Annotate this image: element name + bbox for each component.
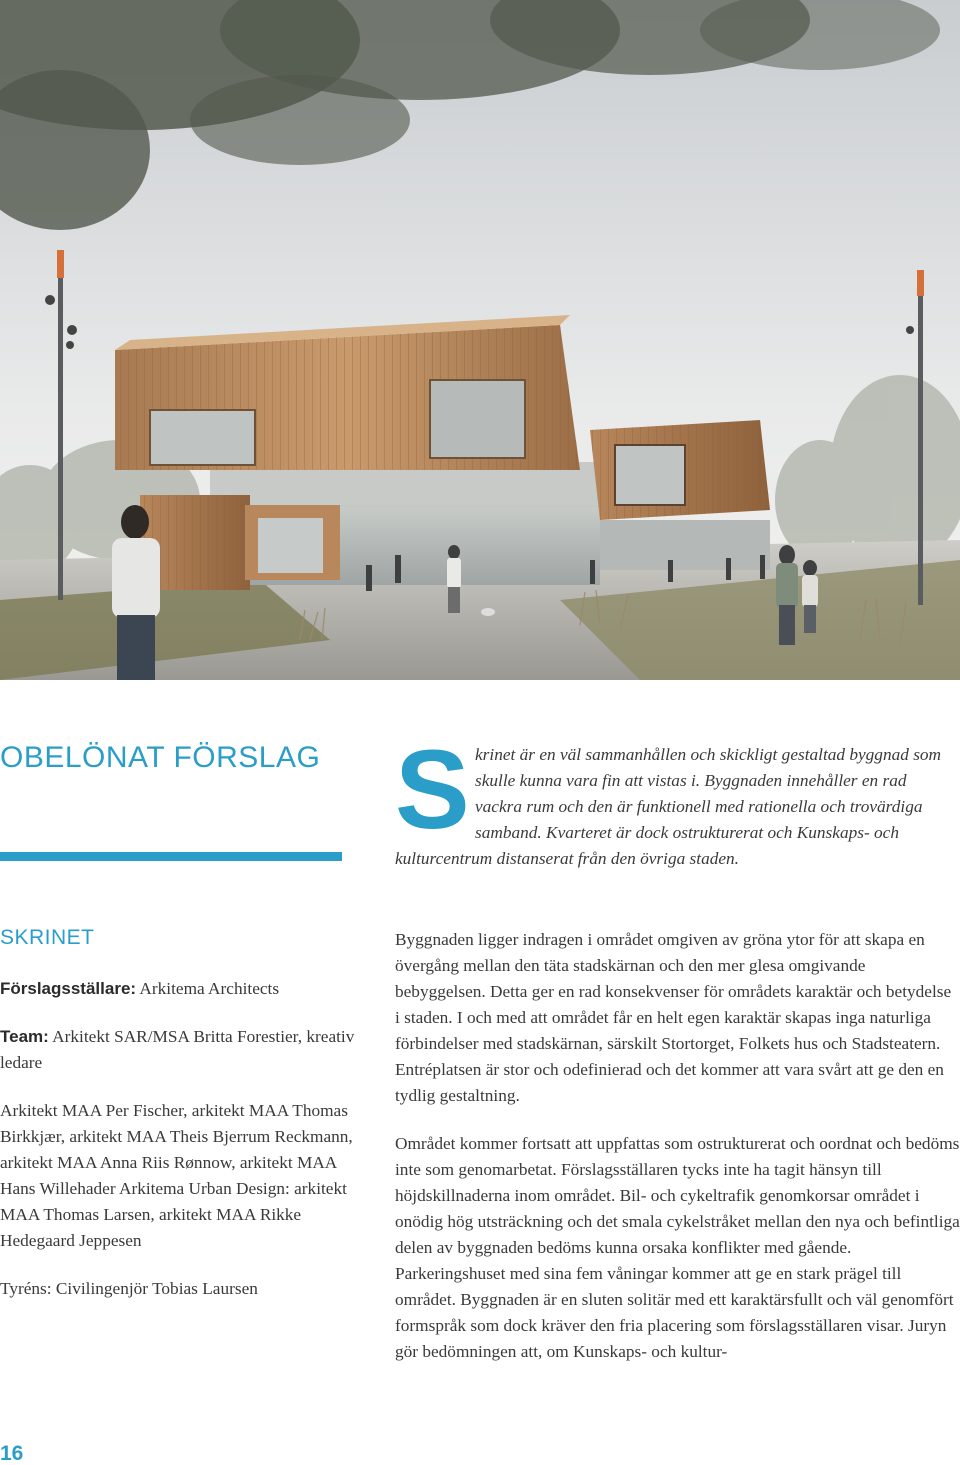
heading-rule: [0, 852, 342, 861]
glass-right-base: [600, 520, 770, 570]
drop-cap: S: [395, 727, 470, 852]
section-heading: OBELÖNAT FÖRSLAG: [0, 741, 321, 774]
hero-rendering: [0, 0, 960, 680]
team-members: Arkitekt MAA Per Fischer, arkitekt MAA Thomas Birkkjær, arkitekt MAA Theis Bjerrum Reckmann, arkitekt MAA Anna Riis Rønnow, arkitekt MAA Hans Willehader Arkitema Urban Design: arkitekt MAA Thomas Larsen, arkitekt MAA Rikke Hedegaard Jeppesen: [0, 1101, 353, 1250]
body-text: [395, 927, 960, 1365]
window-main-1: [150, 410, 255, 465]
proposer-value: Arkitema Architects: [136, 979, 280, 998]
body-paragraph-2: Området kommer fortsatt att uppfattas som ostrukturerat och oordnat och bedöms inte som genomarbetat. Förslagsställaren tycks inte ha tagit hänsyn till höjdskillnaderna inom området. Bil- och cykeltrafik genomkorsar området i onödig hög utsträckning och det smala cykelstråket mellan den nya och befintliga delen av byggnaden bedöms kunna orsaka konflikter med gående. Parkeringshuset med sina fem våningar kommer att ge en stark prägel till området. Byggnaden är en sluten solitär med ett karaktärsfullt och väl genomfört formspråk som dock kräver den fria placering som förslagsställaren visar. Juryn gör bedömningen att, om Kunskaps- och kultur-: [395, 1134, 960, 1361]
engineer-line: Tyréns: Civilingenjör Tobias Laursen: [0, 1279, 258, 1298]
proposer-label: Förslagsställare:: [0, 979, 137, 998]
lead-paragraph: [395, 727, 957, 872]
team-label: Team:: [0, 1027, 49, 1046]
team-value: Arkitekt SAR/MSA Britta Forestier, kreativ ledare: [0, 1027, 355, 1072]
proposer-line: [0, 976, 370, 1002]
lead-text: krinet är en väl sammanhållen och skickligt gestaltad byggnad som skulle kunna vara fin att vistas i. Byggnaden innehåller en rad vackra rum och den är funktionell med rationella och trovärdiga samband. Kvarteret är dock ostrukturerat och Kunskaps- och kulturcentrum distanserat från den övriga staden.: [395, 745, 942, 868]
body-paragraph-1: Byggnaden ligger indragen i området omgiven av gröna ytor för att skapa en övergång mellan den täta stadskärnan och den mer glesa omgivande bebyggelsen. Detta ger en rad konsekvenser för områdets karaktär och betydelse i staden. I och med att området får en helt egen karaktär skapas inga naturliga förbindelser med stadskärnan, särskilt Stortorget, Folkets hus och Stadsteatern. Entréplatsen är stor och odefinierad och det kommer att vara svårt att ge den en tydlig gestaltning.: [395, 930, 952, 1105]
window-right: [615, 445, 685, 505]
credits: [0, 976, 370, 1302]
team-line: [0, 1024, 370, 1076]
page-number: 16: [0, 1442, 24, 1465]
building-illustration: [0, 0, 960, 680]
window-main-2: [430, 380, 525, 458]
entry-title: SKRINET: [0, 926, 95, 949]
